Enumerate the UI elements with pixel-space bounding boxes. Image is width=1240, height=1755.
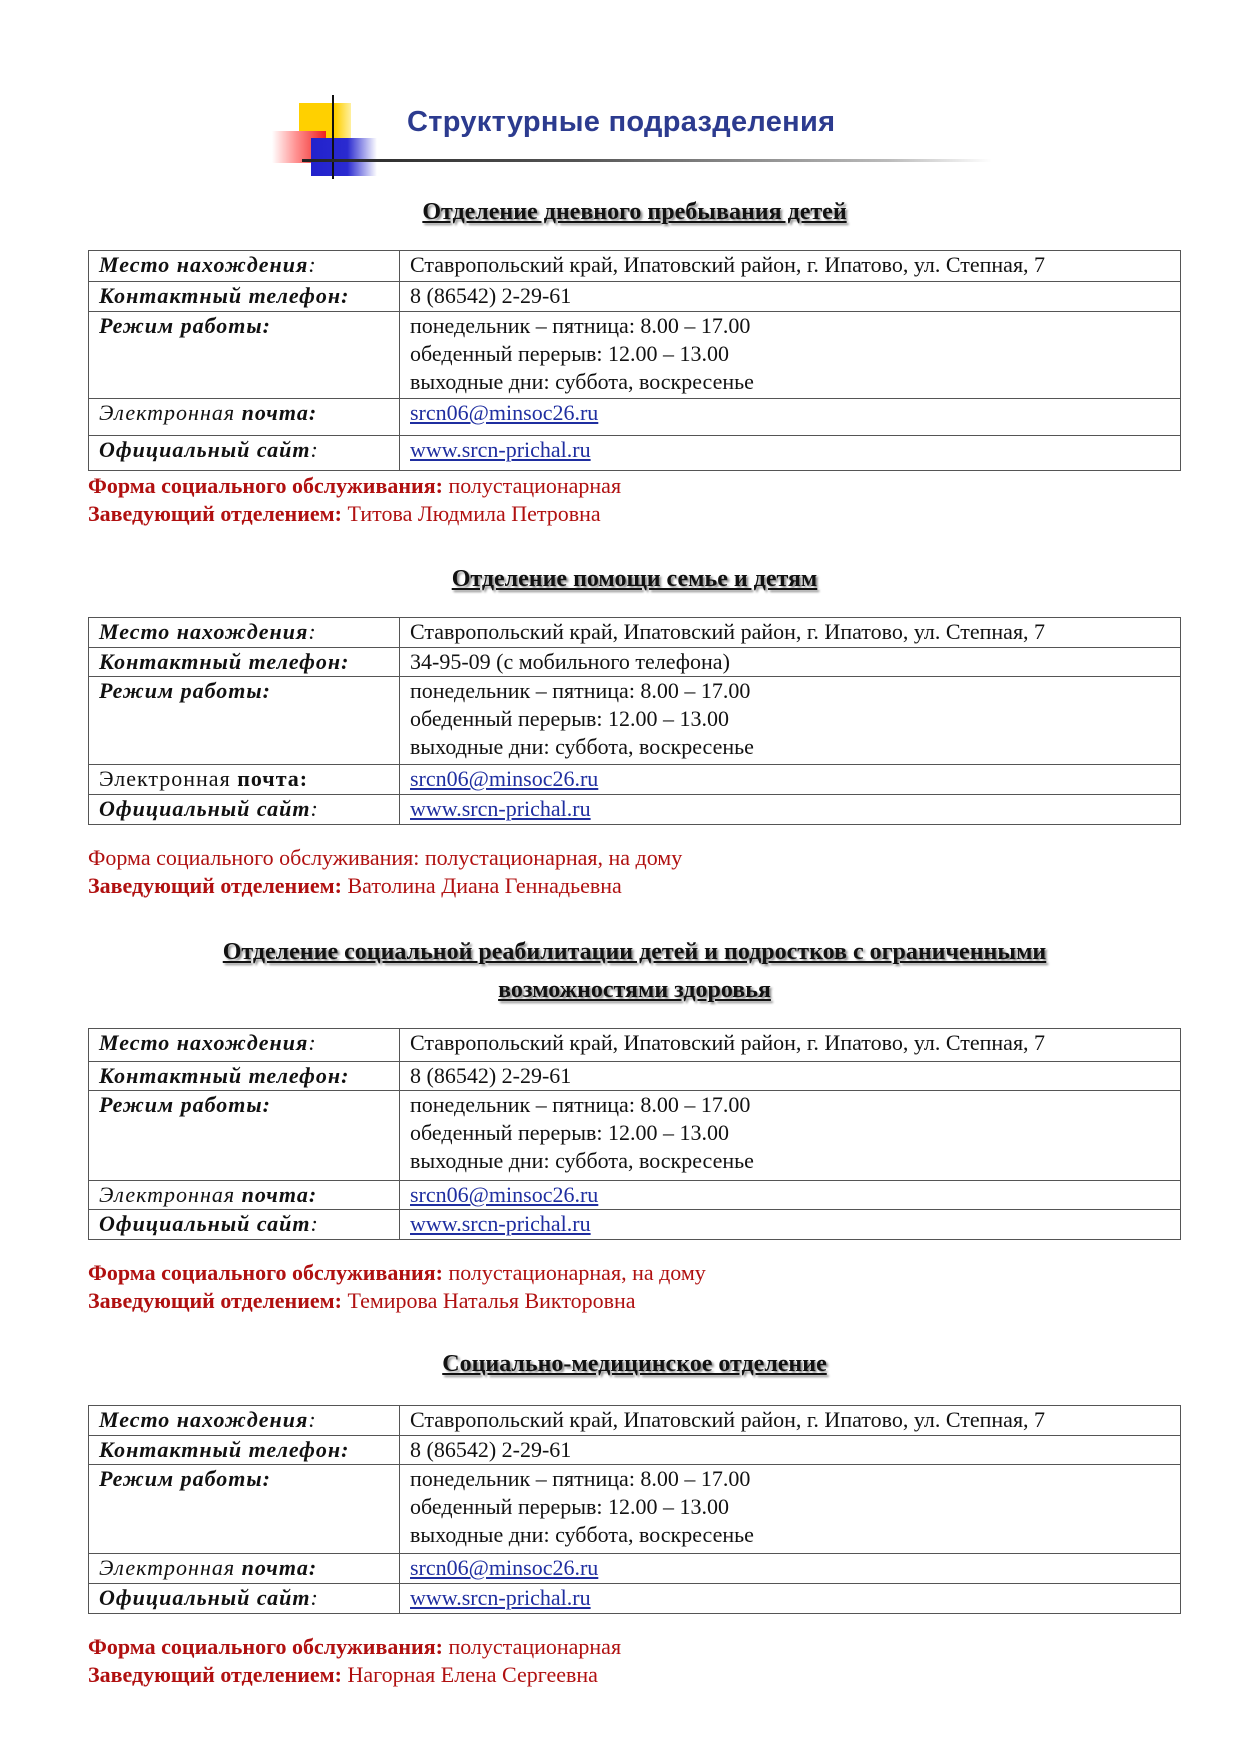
label-phone: Контактный телефон:: [89, 648, 400, 677]
hours-weekdays: понедельник – пятница: 8.00 – 17.00: [410, 678, 751, 703]
value-location: Ставропольский край, Ипатовский район, г. Ипатово, ул. Степная, 7: [400, 251, 1181, 282]
value-site: [400, 1584, 1181, 1614]
service-form-line: Форма социального обслуживания: полустационарная: [88, 473, 622, 498]
info-table-day-stay: [88, 250, 1181, 471]
page-title: Структурные подразделения: [407, 106, 836, 138]
value-email: [400, 765, 1181, 795]
section-heading-family-help: Отделение помощи семье и детям: [451, 566, 818, 592]
row-phone: [89, 1436, 1181, 1465]
row-hours: [89, 677, 1181, 765]
label-location: Место нахождения:: [89, 1029, 400, 1062]
label-email: Электронная почта:: [89, 765, 400, 795]
label-location: Место нахождения:: [89, 251, 400, 282]
logo-blue-square-icon: [311, 138, 377, 176]
label-location: Место нахождения:: [89, 618, 400, 648]
hours-weekdays: понедельник – пятница: 8.00 – 17.00: [410, 1466, 751, 1491]
label-hours: Режим работы:: [89, 312, 400, 399]
row-email: [89, 1554, 1181, 1584]
value-hours: [400, 1465, 1181, 1554]
label-phone: Контактный телефон:: [89, 1436, 400, 1465]
value-email: [400, 399, 1181, 436]
label-email: Электронная почта:: [89, 399, 400, 436]
hours-weekend: выходные дни: суббота, воскресенье: [410, 1522, 754, 1547]
value-email: [400, 1181, 1181, 1210]
logo-horizontal-rule: [302, 159, 992, 162]
department-head-line: Заведующий отделением: Ватолина Диана Геннадьевна: [88, 873, 622, 898]
hours-lunch: обеденный перерыв: 12.00 – 13.00: [410, 706, 730, 731]
value-phone: 8 (86542) 2-29-61: [400, 282, 1181, 312]
department-head-line: Заведующий отделением: Нагорная Елена Сергеевна: [88, 1662, 598, 1687]
label-hours: Режим работы:: [89, 677, 400, 765]
site-link[interactable]: www.srcn-prichal.ru: [410, 1211, 591, 1236]
value-location: Ставропольский край, Ипатовский район, г. Ипатово, ул. Степная, 7: [400, 618, 1181, 648]
label-email: Электронная почта:: [89, 1181, 400, 1210]
value-phone: 8 (86542) 2-29-61: [400, 1062, 1181, 1091]
label-email: Электронная почта:: [89, 1554, 400, 1584]
row-location: [89, 1029, 1181, 1062]
label-site: Официальный сайт:: [89, 436, 400, 471]
section-heading-social-medical: Социально-медицинское отделение: [442, 1351, 827, 1377]
row-site: [89, 1210, 1181, 1240]
row-hours: [89, 1465, 1181, 1554]
label-location: Место нахождения:: [89, 1406, 400, 1436]
label-site: Официальный сайт:: [89, 795, 400, 825]
site-link[interactable]: www.srcn-prichal.ru: [410, 1585, 591, 1610]
row-hours: [89, 1091, 1181, 1181]
value-hours: [400, 312, 1181, 399]
value-phone: 8 (86542) 2-29-61: [400, 1436, 1181, 1465]
logo-vertical-line-icon: [332, 95, 334, 179]
row-phone: [89, 282, 1181, 312]
row-location: [89, 1406, 1181, 1436]
hours-weekdays: понедельник – пятница: 8.00 – 17.00: [410, 1092, 751, 1117]
row-site: [89, 795, 1181, 825]
hours-weekend: выходные дни: суббота, воскресенье: [410, 734, 754, 759]
section-heading-day-stay: Отделение дневного пребывания детей: [422, 199, 847, 225]
row-site: [89, 436, 1181, 471]
email-link[interactable]: srcn06@minsoc26.ru: [410, 400, 599, 425]
info-table-rehab: [88, 1028, 1181, 1240]
row-hours: [89, 312, 1181, 399]
service-form-line: Форма социального обслуживания: полустационарная, на дому: [88, 845, 683, 870]
site-link[interactable]: www.srcn-prichal.ru: [410, 437, 591, 462]
hours-lunch: обеденный перерыв: 12.00 – 13.00: [410, 1494, 730, 1519]
row-phone: [89, 648, 1181, 677]
label-site: Официальный сайт:: [89, 1210, 400, 1240]
hours-lunch: обеденный перерыв: 12.00 – 13.00: [410, 341, 730, 366]
section-heading-rehab-line2: возможностями здоровья: [498, 977, 771, 1003]
email-link[interactable]: srcn06@minsoc26.ru: [410, 1555, 599, 1580]
header-logo: [260, 90, 1000, 190]
value-phone: 34-95-09 (с мобильного телефона): [400, 648, 1181, 677]
email-link[interactable]: srcn06@minsoc26.ru: [410, 766, 599, 791]
value-site: [400, 436, 1181, 471]
hours-weekdays: понедельник – пятница: 8.00 – 17.00: [410, 313, 751, 338]
hours-lunch: обеденный перерыв: 12.00 – 13.00: [410, 1120, 730, 1145]
row-email: [89, 1181, 1181, 1210]
value-location: Ставропольский край, Ипатовский район, г. Ипатово, ул. Степная, 7: [400, 1406, 1181, 1436]
value-hours: [400, 1091, 1181, 1181]
row-location: [89, 618, 1181, 648]
site-link[interactable]: www.srcn-prichal.ru: [410, 796, 591, 821]
label-hours: Режим работы:: [89, 1091, 400, 1181]
info-table-family-help: [88, 617, 1181, 825]
row-email: [89, 765, 1181, 795]
row-location: [89, 251, 1181, 282]
value-hours: [400, 677, 1181, 765]
hours-weekend: выходные дни: суббота, воскресенье: [410, 1148, 754, 1173]
value-email: [400, 1554, 1181, 1584]
label-phone: Контактный телефон:: [89, 282, 400, 312]
row-phone: [89, 1062, 1181, 1091]
value-site: [400, 1210, 1181, 1240]
value-location: Ставропольский край, Ипатовский район, г. Ипатово, ул. Степная, 7: [400, 1029, 1181, 1062]
section-heading-rehab-line1: Отделение социальной реабилитации детей и подростков с ограниченными: [222, 939, 1047, 965]
email-link[interactable]: srcn06@minsoc26.ru: [410, 1182, 599, 1207]
info-table-social-medical: [88, 1405, 1181, 1614]
label-phone: Контактный телефон:: [89, 1062, 400, 1091]
department-head-line: Заведующий отделением: Темирова Наталья Викторовна: [88, 1288, 636, 1313]
service-form-line: Форма социального обслуживания: полустационарная, на дому: [88, 1260, 706, 1285]
label-hours: Режим работы:: [89, 1465, 400, 1554]
service-form-line: Форма социального обслуживания: полустационарная: [88, 1634, 622, 1659]
value-site: [400, 795, 1181, 825]
row-email: [89, 399, 1181, 436]
department-head-line: Заведующий отделением: Титова Людмила Петровна: [88, 501, 601, 526]
hours-weekend: выходные дни: суббота, воскресенье: [410, 369, 754, 394]
row-site: [89, 1584, 1181, 1614]
label-site: Официальный сайт:: [89, 1584, 400, 1614]
